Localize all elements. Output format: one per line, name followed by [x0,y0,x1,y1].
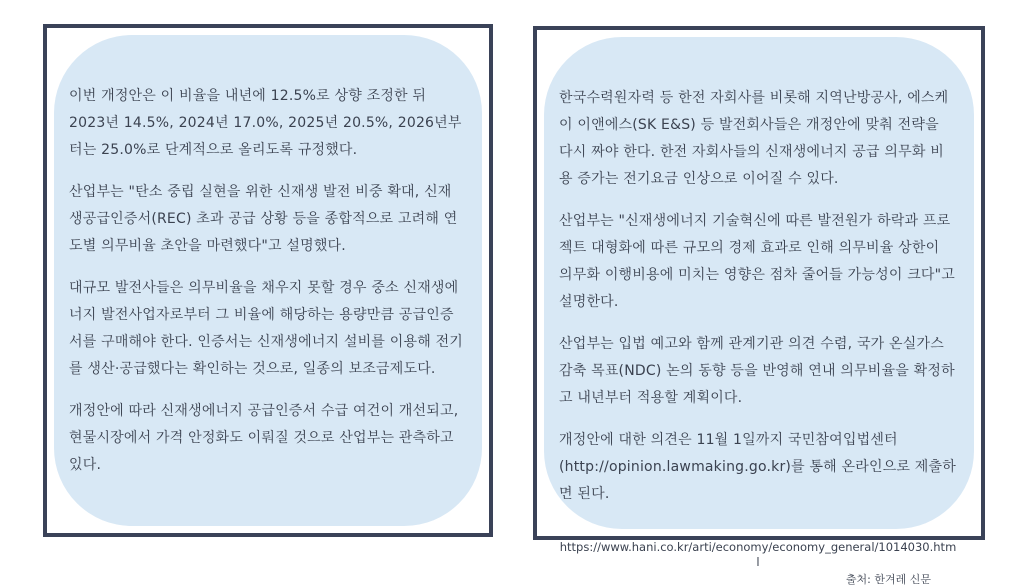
article-paragraph: 이번 개정안은 이 비율을 내년에 12.5%로 상향 조정한 뒤 2023년 14.5%, 2024년 17.0%, 2025년 20.5%, 2026년부터는 25.0%로 단계적으로 올리도록 규정했다. [69,88,462,158]
source-url: https://www.hani.co.kr/arti/economy/economy_general/1014030.html [559,540,957,569]
right-article-card [533,26,985,586]
article-paragraph: 대규모 발전사들은 의무비율을 채우지 못할 경우 중소 신재생에너지 발전사업자로부터 그 비율에 해당하는 용량만큼 공급인증서를 구매해야 한다. 인증서는 신재생에너지 설비를 이용해 전기를 생산·공급했다는 확인하는 것으로, 일종의 보조금제도다. [69,280,464,377]
article-paragraph: 개정안에 대한 의견은 11월 1일까지 국민참여입법센터(http://opinion.lawmaking.go.kr)를 통해 온라인으로 제출하면 된다. [559,432,956,502]
article-paragraph: 산업부는 "신재생에너지 기술혁신에 따른 발전원가 하락과 프로젝트 대형화에 따른 규모의 경제 효과로 인해 의무비율 상한이 의무화 이행비용에 미치는 영향은 점차 줄어들 가능성이 크다"고 설명한다. [559,213,956,310]
article-paragraph: 산업부는 "탄소 중립 실현을 위한 신재생 발전 비중 확대, 신재생공급인증서(REC) 초과 공급 상황 등을 종합적으로 고려해 연도별 의무비율 초안을 마련했다"고 설명했다. [69,184,458,254]
article-paragraph: 한국수력원자력 등 한전 자회사를 비롯해 지역난방공사, 에스케이 이앤에스(SK E&S) 등 발전회사들은 개정안에 맞춰 전략을 다시 짜야 한다. 한전 자회사들의 신재생에너지 공급 의무화 비용 증가는 전기요금 인상으로 이어질 수 있다. [559,90,949,187]
left-article-card-body [54,35,482,526]
right-article-card-body [544,37,974,586]
source-footer [559,540,957,588]
article-paragraph: 산업부는 입법 예고와 함께 관계기관 의견 수렴, 국가 온실가스 감축 목표(NDC) 논의 동향 등을 반영해 연내 의무비율을 확정하고 내년부터 적용할 계획이다. [559,336,955,406]
article-paragraph: 개정안에 따라 신재생에너지 공급인증서 수급 여건이 개선되고, 현물시장에서 가격 안정화도 이뤄질 것으로 산업부는 관측하고 있다. [69,403,459,473]
left-article-card [43,24,493,537]
source-attribution: 출처: 한겨레 신문 [845,573,931,586]
